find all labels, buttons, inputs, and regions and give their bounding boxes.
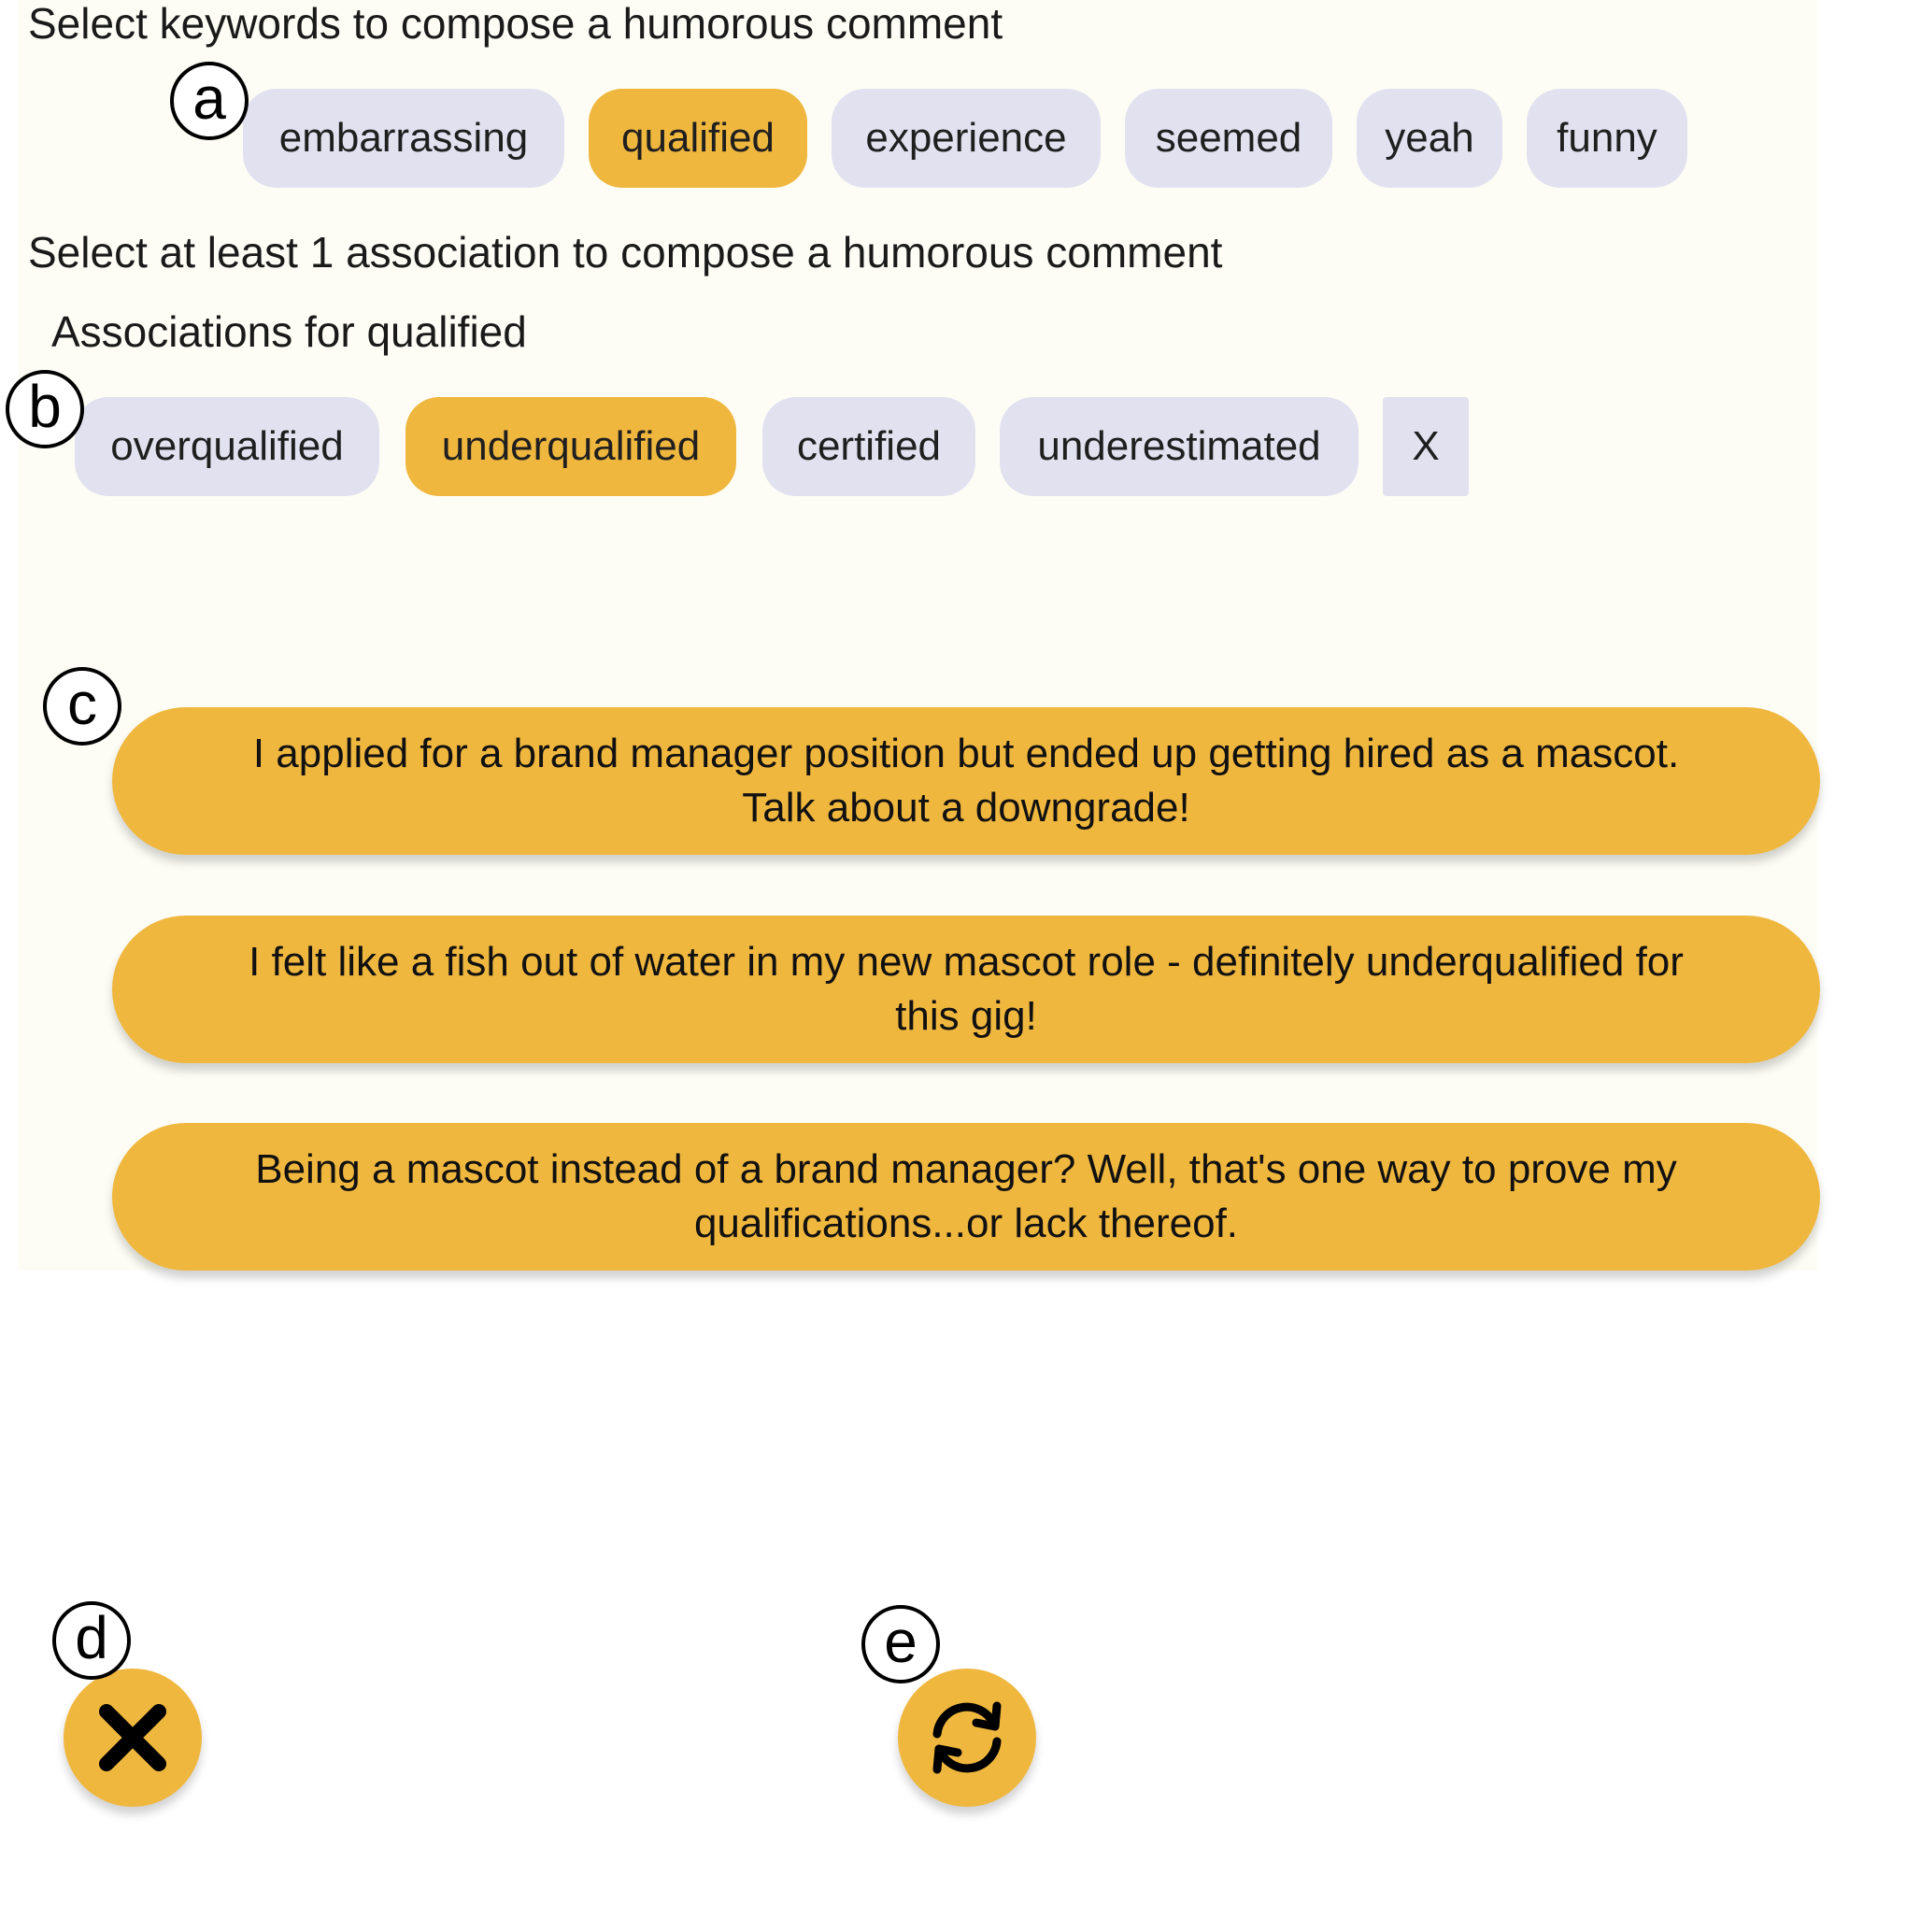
comment-line: Talk about a downgrade! bbox=[742, 785, 1190, 831]
refresh-icon bbox=[922, 1693, 1012, 1783]
keyword-chip-experience[interactable]: experience bbox=[832, 89, 1101, 188]
association-chip-underestimated[interactable]: underestimated bbox=[1000, 397, 1358, 496]
annotation-marker-a: a bbox=[170, 62, 249, 140]
association-chip-overqualified[interactable]: overqualified bbox=[75, 397, 379, 496]
comment-option-2[interactable] bbox=[112, 916, 1820, 1063]
close-associations-button[interactable]: X bbox=[1383, 397, 1469, 496]
annotation-marker-c: c bbox=[43, 667, 121, 746]
association-chip-certified[interactable]: certified bbox=[762, 397, 975, 496]
keyword-chip-yeah[interactable]: yeah bbox=[1357, 89, 1502, 188]
comment-text bbox=[249, 935, 1684, 1044]
refresh-button[interactable] bbox=[898, 1669, 1036, 1807]
keyword-chip-embarrassing[interactable]: embarrassing bbox=[243, 89, 564, 188]
comment-text bbox=[255, 1143, 1677, 1251]
comment-option-3[interactable] bbox=[112, 1123, 1820, 1271]
keyword-chip-seemed[interactable]: seemed bbox=[1125, 89, 1332, 188]
comment-line: I felt like a fish out of water in my new mascot role - definitely underqualified for bbox=[249, 939, 1684, 985]
comment-line: qualifications...or lack thereof. bbox=[693, 1200, 1239, 1246]
content-panel bbox=[19, 0, 1817, 1271]
annotation-marker-e: e bbox=[861, 1605, 940, 1683]
associations-heading: Select at least 1 association to compose a humorous comment bbox=[28, 228, 1223, 277]
associations-subheading: Associations for qualified bbox=[51, 307, 527, 356]
comment-text bbox=[253, 727, 1679, 835]
annotation-marker-b: b bbox=[6, 370, 84, 448]
keyword-chip-qualified[interactable]: qualified bbox=[589, 89, 807, 188]
keyword-chip-funny[interactable]: funny bbox=[1527, 89, 1687, 188]
cancel-button[interactable] bbox=[64, 1669, 202, 1807]
comment-line: Being a mascot instead of a brand manager? Well, that's one way to prove my bbox=[255, 1146, 1677, 1192]
comment-option-1[interactable] bbox=[112, 707, 1820, 855]
comment-line: this gig! bbox=[895, 993, 1037, 1039]
association-chip-underqualified[interactable]: underqualified bbox=[405, 397, 736, 496]
annotation-marker-d: d bbox=[52, 1601, 131, 1680]
keywords-heading: Select keywords to compose a humorous comment bbox=[28, 0, 1003, 48]
close-icon bbox=[95, 1700, 170, 1775]
comment-line: I applied for a brand manager position but ended up getting hired as a mascot. bbox=[252, 731, 1680, 776]
